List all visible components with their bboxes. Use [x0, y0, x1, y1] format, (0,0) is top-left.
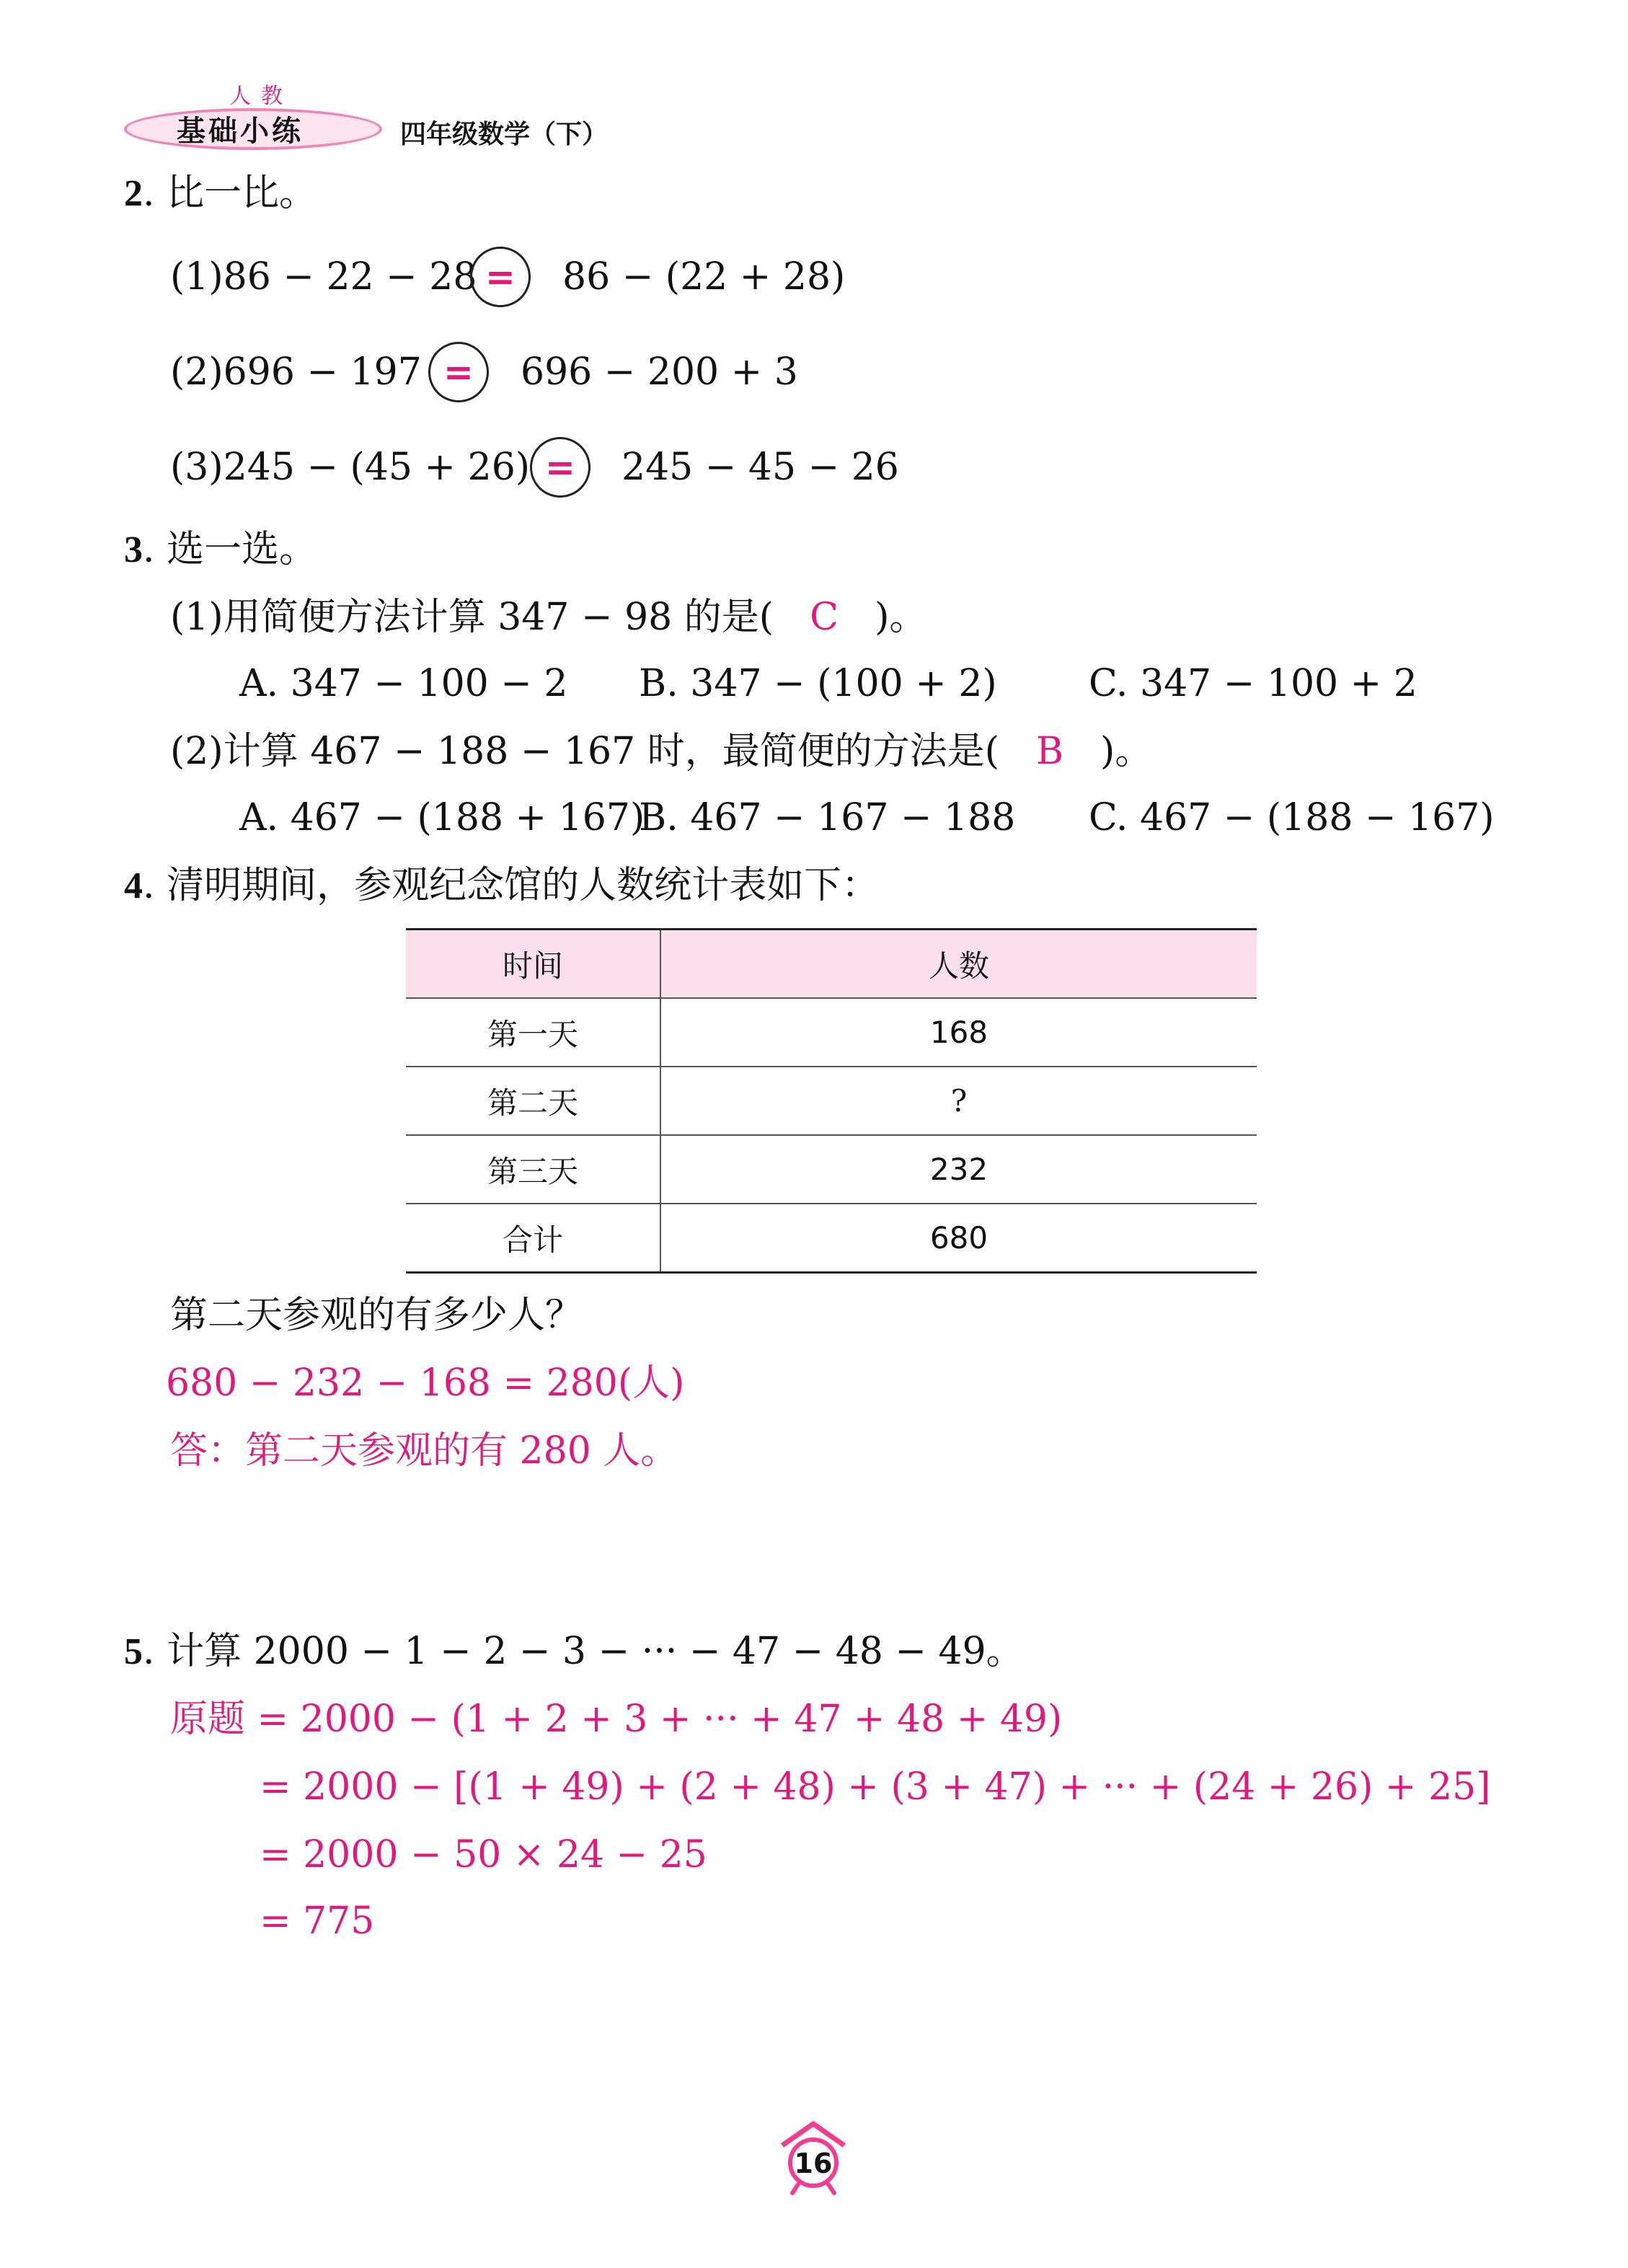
- publisher-label: 人教: [229, 84, 293, 109]
- col-header-count: 人数: [660, 930, 1257, 999]
- q2-heading: 2. 比一比。: [124, 172, 317, 215]
- q2-answer-circle-2: =: [428, 342, 489, 402]
- q2-item-1-right: 86 − (22 + 28): [562, 255, 846, 299]
- q5-step-1: 原题 = 2000 − (1 + 2 + 3 + ··· + 47 + 48 + 49): [170, 1698, 1063, 1741]
- page-number: 16: [794, 2148, 833, 2179]
- table-row: 第三天 232: [406, 1135, 1257, 1204]
- q5-step-3: = 2000 − 50 × 24 − 25: [260, 1833, 707, 1876]
- q2-item-2-right: 696 − 200 + 3: [521, 350, 798, 394]
- table-row: 第一天 168: [406, 998, 1257, 1067]
- table-row: 合计 680: [406, 1204, 1257, 1273]
- q3-heading: 3. 选一选。: [124, 528, 317, 571]
- q2-answer-circle-1: =: [470, 247, 531, 307]
- q3-sub1-answer: C: [810, 596, 839, 639]
- q5-step-2: = 2000 − [(1 + 49) + (2 + 48) + (3 + 47) + ··· + (24 + 26) + 25]: [260, 1765, 1491, 1809]
- q3-sub2-option-c: C. 467 − (188 − 167): [1089, 796, 1495, 839]
- q2-title: 比一比。: [167, 172, 317, 215]
- q2-answer-circle-3: =: [530, 437, 590, 498]
- visitor-table: [406, 928, 1257, 1274]
- q2-number: 2: [124, 173, 143, 214]
- col-header-time: 时间: [406, 930, 660, 999]
- q4-heading: 4. 清明期间，参观纪念馆的人数统计表如下：: [124, 864, 880, 907]
- q3-sub1-stem: (1)用简便方法计算 347 − 98 的是( C )。: [170, 596, 927, 639]
- q2-item-2: (2)696 − 197: [170, 350, 422, 394]
- q4-solution: 680 − 232 − 168 = 280(人): [166, 1362, 685, 1405]
- q5-step-4: = 775: [260, 1899, 375, 1943]
- q3-sub1-option-b: B. 347 − (100 + 2): [639, 662, 997, 705]
- q4-answer: 答：第二天参观的有 280 人。: [170, 1429, 678, 1473]
- q3-sub1-option-c: C. 347 − 100 + 2: [1089, 662, 1417, 705]
- q3-sub2-stem: (2)计算 467 − 188 − 167 时，最简便的方法是( B )。: [170, 730, 1153, 773]
- q3-sub2-answer: B: [1035, 730, 1064, 773]
- table-header-row: [406, 930, 1257, 999]
- q2-item-3-right: 245 − 45 − 26: [621, 446, 899, 489]
- grade-subtitle: 四年级数学（下）: [400, 120, 609, 149]
- q2-item-1: (1)86 − 22 − 28: [170, 255, 477, 299]
- q3-sub2-option-a: A. 467 − (188 + 167): [239, 796, 645, 839]
- q5-heading: 5. 计算 2000 − 1 − 2 − 3 − ··· − 47 − 48 − 49。: [124, 1630, 1024, 1673]
- page-number-badge: [774, 2117, 853, 2196]
- q3-sub2-option-b: B. 467 − 167 − 188: [639, 796, 1016, 839]
- series-title: 基础小练: [177, 115, 304, 148]
- q3-sub1-option-a: A. 347 − 100 − 2: [239, 662, 568, 705]
- q4-question: 第二天参观的有多少人？: [170, 1294, 583, 1337]
- table-row: 第二天 ?: [406, 1067, 1257, 1135]
- q2-item-3: (3)245 − (45 + 26): [170, 446, 531, 489]
